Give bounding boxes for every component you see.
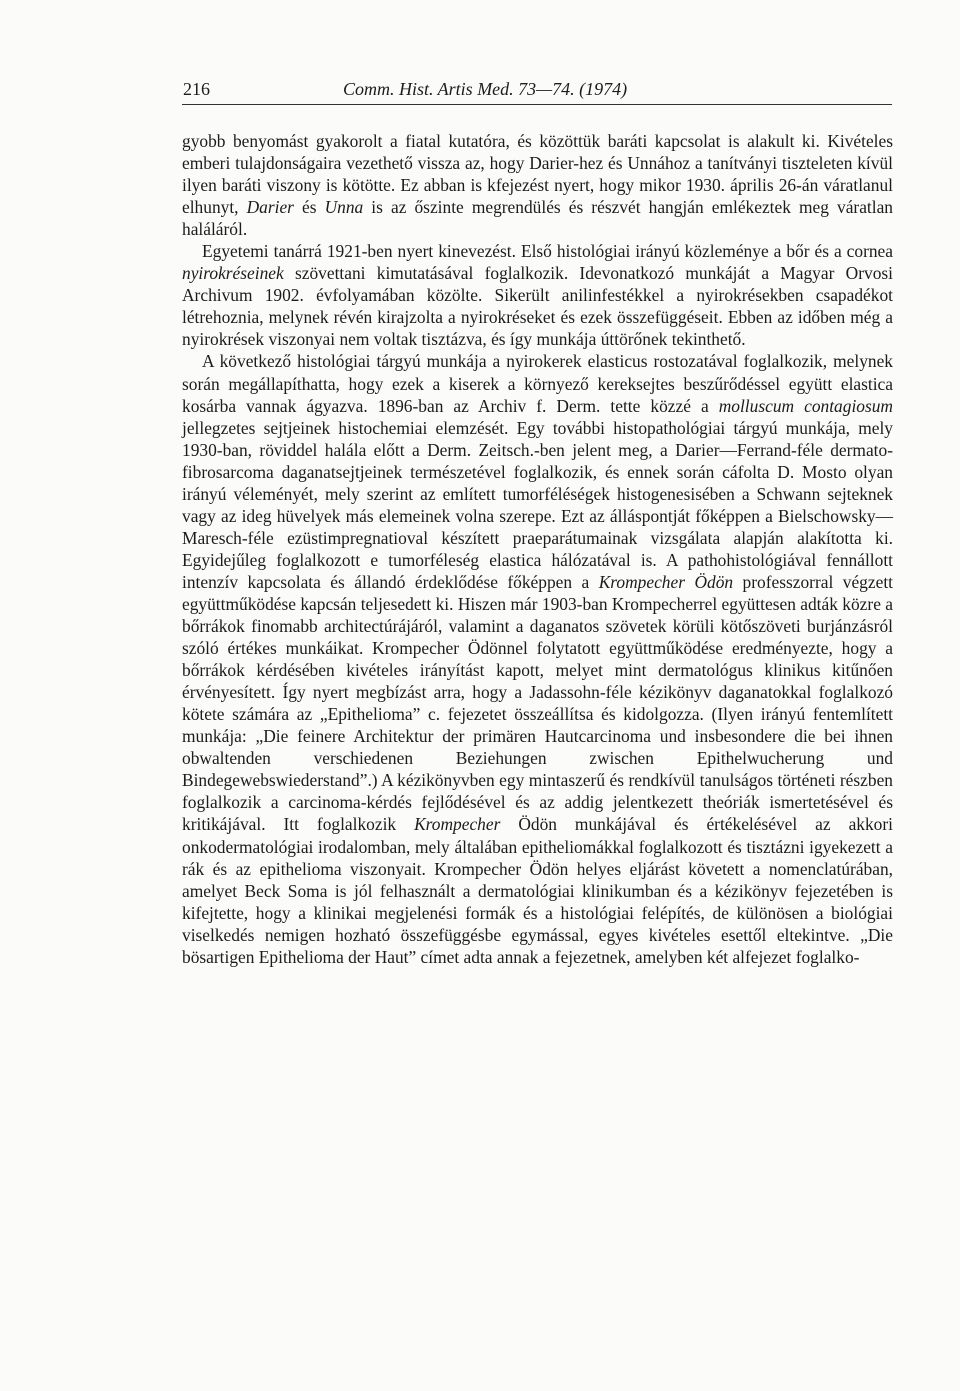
text-run: jellegzetes sejtjeinek histochemiai elemzését. Egy további histopathológiai tárgyú munkája, mely 1930-ban, röviddel halála előtt a Derm. Zeitsch.-ben jelent meg, a Darier—Ferrand-féle dermato-fibrosarcoma daganatsejtjeinek természetével foglalkozik, és ennek során cáfolta D. Mosto olyan irányú véleményét, mely szerint az említett tumorféléségek histogenesisében a Schwann sejteknek vagy az ideg hüvelyek más elemeinek volna szerepe. Ezt az álláspontját főképpen a Bielschowsky—Maresch-féle ezüstimpregnatioval készített praeparátumainak vizsgálata alapján alakította ki. Egyidejűleg foglalkozott e tumorféleség elastica hálózatával is. A pathohistológiával fennállott intenzív kapcsolata és állandó érdeklődése főképpen a: [182, 417, 893, 592]
italic-run: nyirokréseinek: [182, 263, 284, 284]
paragraph: [182, 350, 893, 967]
text-run: Egyetemi tanárrá 1921-ben nyert kinevezést. Első histológiai irányú közleménye a bőr és a cornea: [202, 241, 893, 262]
paragraph: [182, 130, 893, 240]
italic-run: molluscum contagiosum: [718, 395, 893, 416]
text-run: Ödön munkájával és értékelésével az akkori onkodermatológiai irodalomban, mely általában epitheliomákkal foglalkozott és tisztázni igyekezett a rák és az epithelioma viszonyait. Krompecher Ödön helyes eljárást követett a nomenclatúrában, amelyet Beck Soma is jól felhasznált a dermatológiai klinikumban és a kézikönyv fejezetében is kifejtette, hogy a klinikai megjelenési formák és a histológiai felépítés, de különösen a biológiai viselkedés nemigen hozható összefüggésbe egymással, egyes kivételes esettől eltekintve. „Die bösartigen Epithelioma der Haut” címet adta annak a fejezetnek, amelyben két alfejezet foglalko-: [182, 814, 893, 967]
text-run: és: [293, 197, 325, 218]
page-number: 216: [183, 79, 210, 99]
header-rule: [182, 104, 892, 105]
italic-run: Krompecher: [414, 814, 501, 835]
italic-run: Darier: [246, 197, 294, 218]
body-text: [182, 130, 893, 968]
running-header: [183, 74, 891, 104]
paragraph: [182, 240, 893, 350]
italic-run: Krompecher Ödön: [598, 571, 734, 592]
text-run: gyobb benyomást gyakorolt a fiatal kutatóra, és közöttük baráti kapcsolat is alakult ki. Kivételes emberi tulajdonságaira vezethető vissza az, hogy Darier-hez és Unnához a tanítványi tiszteleten kívül ilyen baráti viszony is kötötte. Ez abban is kfejezést nyert, hogy mikor 1930. április 26-án váratlanul elhunyt,: [182, 131, 893, 218]
italic-run: Unna: [324, 197, 364, 218]
text-run: szövettani kimutatásával foglalkozik. Idevonatkozó munkáját a Magyar Orvosi Archivum 1902. évfolyamában közölte. Sikerült anilinfestékkel a nyirokrésekben csapadékot létrehoznia, melynek révén kirajzolta a nyirokréseket és ezek összefüggéseit. Ebben az időben még a nyirokrések viszonyai nem voltak tisztázva, és így munkája úttörőnek tekinthető.: [182, 263, 893, 350]
text-run: A következő histológiai tárgyú munkája a nyirokerek elasticus rostozatával foglalkozik, melynek során megállapíthatta, hogy ezek a kiserek a környező kereksejtes beszűrődéssel együtt elastica kosárba vannak ágyazva. 1896-ban az Archiv f. Derm. tette közzé a: [182, 351, 893, 416]
text-run: professzorral végzett együttműködése kapcsán teljesedett ki. Hiszen már 1903-ban Krompecherrel együttesen adták közre a bőrrákok finomabb architectúrájáról, valamint a daganatos szövetek körüli kötőszöveti burjánzásról szóló értékes munkáikat. Krompecher Ödönnel folytatott együttműködése eredményezte, hogy a bőrrákok kérdésében kivételes irányítást kapott, melyet mint dermatológus klinikus kitűnően érvényesített. Így nyert megbízást arra, hogy a Jadassohn-féle kézikönyv daganatokkal foglalkozó kötete számára az „Epithelioma” c. fejezetet összeállítsa és kidolgozza. (Ilyen irányú fentemlített munkája: „Die feinere Architektur der primären Hautcarcinoma und insbesondere die bei ihnen obwaltenden verschiedenen Beziehungen zwischen Epithelwucherung und Bindegewebswiederstand”.) A kézikönyvben egy mintaszerű és rendkívül tanulságos történeti részben foglalkozik a carcinoma-kérdés fejlődésével és az addig jelentkezett theóriák ismertetésével és kritikájával. Itt foglalkozik: [182, 571, 893, 835]
running-head: Comm. Hist. Artis Med. 73—74. (1974): [343, 79, 628, 99]
text-run: is az őszinte megrendülés és részvét hangján emlékeztek meg váratlan haláláról.: [182, 197, 894, 240]
